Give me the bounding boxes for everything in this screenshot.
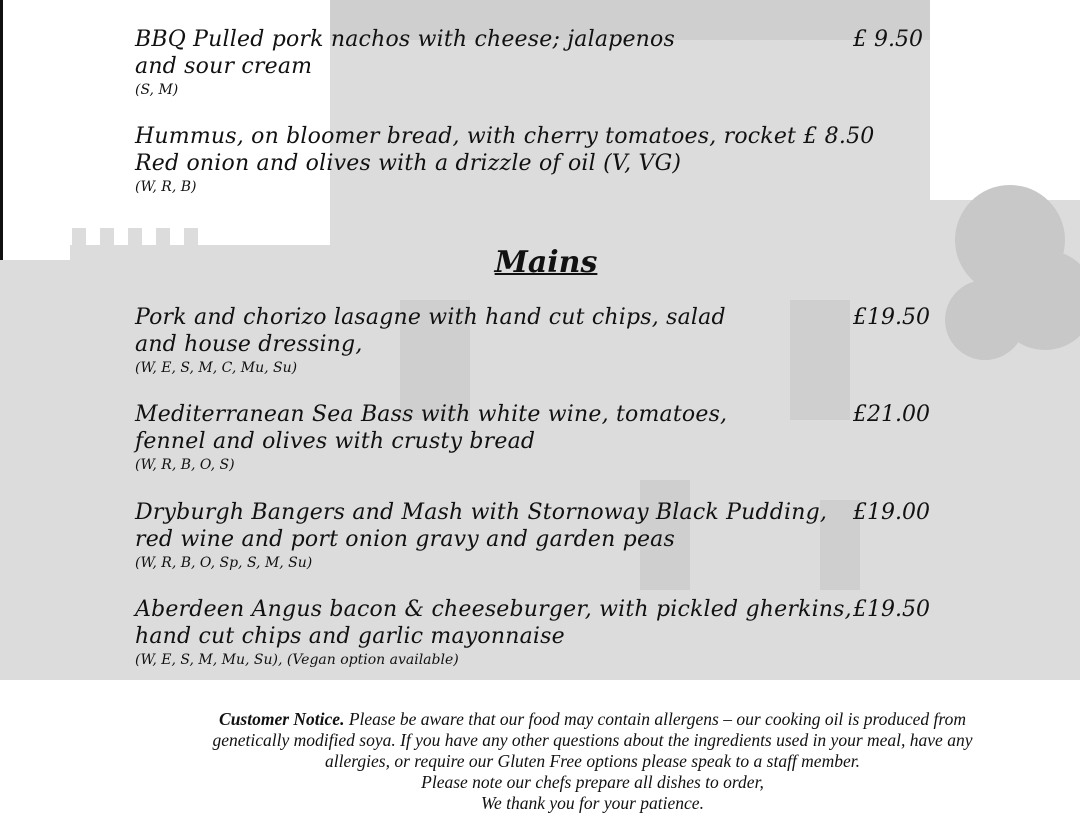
allergen-codes: (W, R, B, O, Sp, S, M, Su) [135, 555, 313, 571]
notice-line: allergies, or require our Gluten Free options please speak to a staff member. [325, 751, 860, 771]
menu-item-nachos [135, 26, 675, 100]
dish-description-line: and sour cream [135, 54, 313, 79]
dish-description-line: Mediterranean Sea Bass with white wine, tomatoes, [135, 402, 728, 427]
dish-price: £19.00 [853, 500, 930, 525]
dish-price: £19.50 [853, 597, 930, 622]
notice-line: We thank you for your patience. [481, 793, 704, 813]
menu-item-cheeseburger [135, 596, 852, 670]
menu-item-sea-bass [135, 401, 727, 475]
menu-item-lasagne [135, 304, 726, 378]
menu-item-hummus [135, 123, 874, 197]
dish-description-line: BBQ Pulled pork nachos with cheese; jalapenos [135, 27, 675, 52]
allergen-codes: (W, E, S, M, C, Mu, Su) [135, 360, 298, 376]
dish-description-line: Pork and chorizo lasagne with hand cut chips, salad [135, 305, 726, 330]
notice-line: Please note our chefs prepare all dishes to order, [421, 772, 764, 792]
allergen-codes: (S, M) [135, 82, 179, 98]
dish-description-line: Hummus, on bloomer bread, with cherry tomatoes, rocket £ 8.50 [135, 124, 875, 149]
dish-description-line: Aberdeen Angus bacon & cheeseburger, with pickled gherkins, [135, 597, 852, 622]
menu-item-bangers-mash [135, 499, 827, 573]
dish-description-line: and house dressing, [135, 332, 363, 357]
allergen-codes: (W, R, B) [135, 179, 197, 195]
notice-line: genetically modified soya. If you have any other questions about the ingredients used in your meal, have any [212, 730, 973, 750]
allergen-codes: (W, R, B, O, S) [135, 457, 235, 473]
dish-description-line: fennel and olives with crusty bread [135, 429, 536, 454]
dish-description-line: red wine and port onion gravy and garden peas [135, 527, 675, 552]
notice-lead: Customer Notice. [219, 709, 345, 729]
dish-description-line: Red onion and olives with a drizzle of oil (V, VG) [135, 151, 682, 176]
dish-price: £19.50 [853, 305, 930, 330]
section-title-mains: Mains [494, 245, 598, 280]
notice-line: Customer Notice. Please be aware that our food may contain allergens – our cooking oil is produced from [219, 709, 966, 729]
dish-price: £21.00 [853, 402, 930, 427]
dish-description-line: Dryburgh Bangers and Mash with Stornoway Black Pudding, [135, 500, 828, 525]
dish-description-line: hand cut chips and garlic mayonnaise [135, 624, 565, 649]
dish-price: £ 9.50 [853, 27, 923, 52]
customer-notice [60, 709, 1080, 814]
allergen-codes: (W, E, S, M, Mu, Su), (Vegan option available) [135, 652, 459, 668]
dish-price: £ 8.50 [803, 124, 875, 149]
